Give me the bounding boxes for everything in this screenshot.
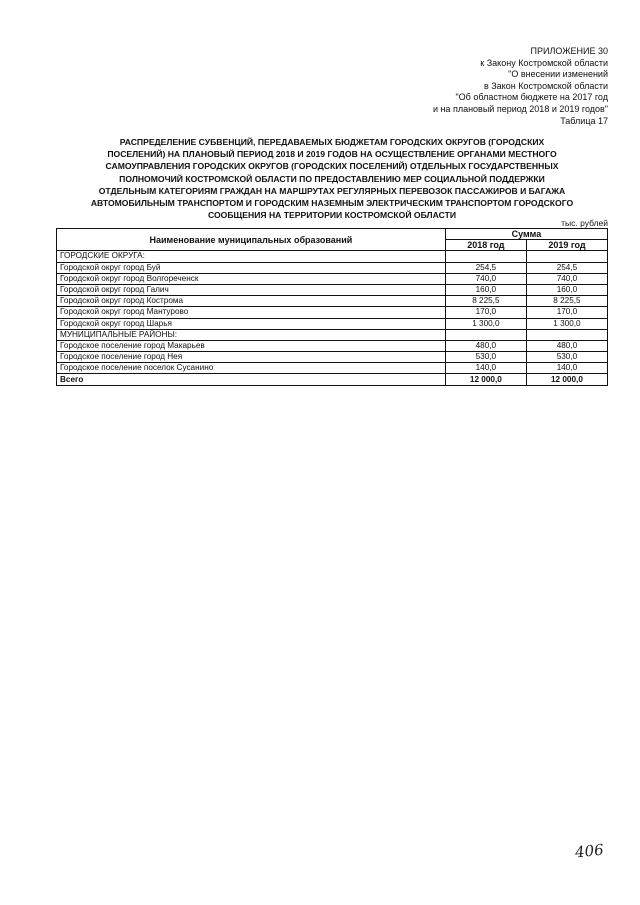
row-value-2019: 254,5	[526, 262, 607, 273]
row-value-2018: 140,0	[445, 363, 526, 374]
table-row	[57, 363, 608, 374]
table-row	[57, 262, 608, 273]
total-value-2019: 12 000,0	[526, 374, 607, 385]
title-line: АВТОМОБИЛЬНЫМ ТРАНСПОРТОМ И ГОРОДСКИМ НАЗЕМНЫМ ЭЛЕКТРИЧЕСКИМ ТРАНСПОРТОМ ГОРОДСКОГО	[90, 198, 574, 209]
table-row	[57, 318, 608, 329]
table-row	[57, 340, 608, 351]
row-value-2019: 530,0	[526, 352, 607, 363]
row-value-2018: 254,5	[445, 262, 526, 273]
row-value-2018	[445, 251, 526, 262]
row-value-2018: 740,0	[445, 273, 526, 284]
header-line: в Закон Костромской области	[483, 80, 608, 91]
table-row	[57, 329, 608, 340]
row-name: МУНИЦИПАЛЬНЫЕ РАЙОНЫ:	[57, 329, 446, 340]
row-name: Городской округ город Волгореченск	[57, 273, 446, 284]
table-row	[57, 307, 608, 318]
row-name: Городское поселение поселок Сусанино	[57, 363, 446, 374]
table-row	[57, 273, 608, 284]
row-value-2019: 740,0	[526, 273, 607, 284]
row-name: Городское поселение город Нея	[57, 352, 446, 363]
row-name: Городской округ город Кострома	[57, 296, 446, 307]
row-name: Городской округ город Буй	[57, 262, 446, 273]
table-number: Таблица 17	[560, 115, 608, 126]
total-label: Всего	[57, 374, 446, 385]
table-row	[57, 251, 608, 262]
row-value-2018: 8 225,5	[445, 296, 526, 307]
column-header-sum: Сумма	[445, 229, 607, 240]
header-line: и на плановый период 2018 и 2019 годов"	[432, 103, 608, 114]
row-value-2019: 1 300,0	[526, 318, 607, 329]
row-value-2018: 530,0	[445, 352, 526, 363]
total-value-2018: 12 000,0	[445, 374, 526, 385]
title-line: РАСПРЕДЕЛЕНИЕ СУБВЕНЦИЙ, ПЕРЕДАВАЕМЫХ БЮДЖЕТАМ ГОРОДСКИХ ОКРУГОВ (ГОРОДСКИХ	[119, 137, 545, 147]
title-line: СООБЩЕНИЯ НА ТЕРРИТОРИИ КОСТРОМСКОЙ ОБЛАСТИ	[207, 210, 456, 221]
column-header-name: Наименование муниципальных образований	[57, 229, 446, 251]
row-value-2019	[526, 251, 607, 262]
document-title	[52, 136, 612, 221]
appendix-header	[433, 46, 608, 127]
row-value-2019	[526, 329, 607, 340]
header-line: "Об областном бюджете на 2017 год	[455, 92, 608, 103]
row-value-2019: 8 225,5	[526, 296, 607, 307]
row-value-2018: 1 300,0	[445, 318, 526, 329]
title-line: САМОУПРАВЛЕНИЯ ГОРОДСКИХ ОКРУГОВ (ГОРОДСКИХ ПОСЕЛЕНИЙ) ОТДЕЛЬНЫХ ГОСУДАРСТВЕННЫХ	[105, 161, 559, 172]
column-header-2018: 2018 год	[445, 240, 526, 251]
header-line: ПРИЛОЖЕНИЕ 30	[530, 46, 608, 56]
title-line: ПОСЕЛЕНИЙ) НА ПЛАНОВЫЙ ПЕРИОД 2018 И 2019 ГОДОВ НА ОСУЩЕСТВЛЕНИЕ ОРГАНАМИ МЕСТНОГО	[107, 149, 557, 160]
total-row	[57, 374, 608, 385]
row-value-2019: 140,0	[526, 363, 607, 374]
row-name: Городской округ город Галич	[57, 284, 446, 295]
title-line: ОТДЕЛЬНЫМ КАТЕГОРИЯМ ГРАЖДАН НА МАРШРУТАХ РЕГУЛЯРНЫХ ПЕРЕВОЗОК ПАССАЖИРОВ И БАГАЖА	[98, 185, 566, 196]
row-name: Городской округ город Шарья	[57, 318, 446, 329]
row-name: Городской округ город Мантурово	[57, 307, 446, 318]
title-line: ПОЛНОМОЧИЙ КОСТРОМСКОЙ ОБЛАСТИ ПО ПРЕДОСТАВЛЕНИЮ МЕР СОЦИАЛЬНОЙ ПОДДЕРЖКИ	[119, 173, 545, 184]
column-header-2019: 2019 год	[526, 240, 607, 251]
header-line: "О внесении изменений	[508, 69, 608, 80]
row-value-2018	[445, 329, 526, 340]
row-value-2018: 480,0	[445, 340, 526, 351]
header-line: к Закону Костромской области	[480, 57, 608, 68]
table-row	[57, 352, 608, 363]
subsidy-table	[56, 228, 608, 386]
row-value-2018: 170,0	[445, 307, 526, 318]
row-value-2019: 480,0	[526, 340, 607, 351]
row-value-2019: 160,0	[526, 284, 607, 295]
table-row	[57, 284, 608, 295]
units-label: тыс. рублей	[561, 218, 608, 228]
row-value-2018: 160,0	[445, 284, 526, 295]
row-name: Городское поселение город Макарьев	[57, 340, 446, 351]
page-number: 406	[574, 840, 605, 862]
row-name: ГОРОДСКИЕ ОКРУГА:	[57, 251, 446, 262]
table-row	[57, 296, 608, 307]
row-value-2019: 170,0	[526, 307, 607, 318]
